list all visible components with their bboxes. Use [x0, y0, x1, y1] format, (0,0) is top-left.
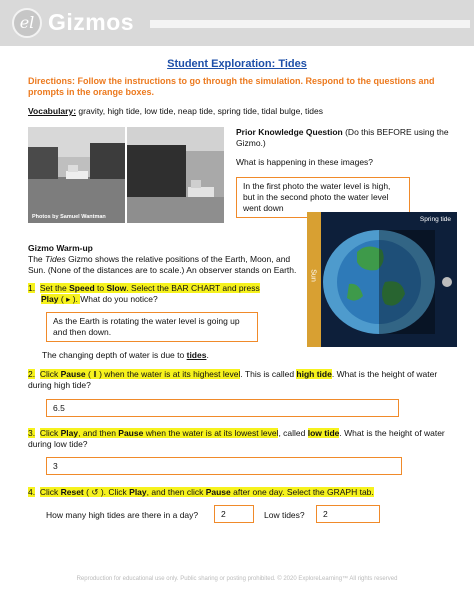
q1-g: (: [58, 294, 67, 305]
q4-a: Click: [39, 487, 61, 497]
q1-speed: Speed: [69, 283, 95, 293]
photo-caption: Photos by Samuel Wantman: [32, 214, 106, 220]
q4-pause: Pause: [205, 487, 231, 497]
warmup-text-italic: Tides: [45, 254, 66, 264]
q2-c: (: [85, 369, 94, 379]
prior-knowledge-answer-box[interactable]: In the first photo the water level is high, but in the second photo the water level went down: [236, 177, 410, 218]
harbor-photos: [28, 127, 224, 223]
question-1: [28, 283, 303, 305]
q2-f: . This is called: [240, 369, 297, 379]
warmup-title: Gizmo Warm-up: [28, 243, 93, 253]
q1-c: to: [94, 283, 107, 293]
prior-knowledge-heading: [236, 127, 456, 149]
warmup-text: [28, 254, 303, 275]
q1-follow-post: .: [206, 350, 209, 360]
q4-low-answer-box[interactable]: 2: [316, 505, 380, 523]
q4-reset: Reset: [60, 487, 84, 497]
q3-pause: Pause: [118, 428, 144, 438]
harbor-photos-drawing: [28, 127, 224, 223]
q1-answer-box[interactable]: As the Earth is rotating the water level is going up and then down.: [46, 312, 258, 342]
q3-low-tide: low tide: [307, 428, 340, 438]
prior-knowledge-note: (Do this BEFORE using the Gizmo.): [236, 127, 449, 149]
q4-number: 4.: [28, 487, 36, 497]
q3-play: Play: [60, 428, 79, 438]
footer-text: Reproduction for educational use only. Public sharing or posting prohibited. © 2020 ExploreLearning™ All rights reserved: [76, 576, 398, 582]
q2-e: ) when the water is at its highest level: [96, 369, 241, 379]
spring-tide-drawing: [307, 212, 457, 347]
question-2: [28, 369, 448, 391]
reset-icon: ↺: [91, 487, 99, 497]
q1-e: . Select the BAR CHART and press: [126, 283, 260, 293]
gizmos-logo-text: Gizmos: [48, 9, 135, 35]
q1-i: ).: [70, 294, 81, 305]
q2-a: Click: [39, 369, 61, 379]
q4-high-answer-box[interactable]: 2: [214, 505, 254, 523]
q3-number: 3.: [28, 428, 36, 438]
q4-high-label: How many high tides are there in a day?: [46, 510, 199, 520]
prior-knowledge-question: What is happening in these images?: [236, 157, 374, 167]
q2-question: . What is the height of water during high tide?: [28, 369, 438, 391]
q1-slow: Slow: [106, 283, 127, 293]
q1-number: 1.: [28, 283, 36, 293]
vocabulary-label: Vocabulary:: [28, 106, 77, 116]
q4-low-label: Low tides?: [264, 510, 305, 520]
q4-g: , and then click: [146, 487, 206, 497]
question-3: [28, 428, 448, 450]
q1-instruction: [40, 283, 260, 293]
sun-label: Sun: [309, 269, 317, 282]
header-stripe: [150, 20, 470, 28]
q1-question: What do you notice?: [80, 294, 158, 305]
pause-icon: ‖: [93, 369, 97, 379]
gizmos-logo-icon: el: [12, 8, 42, 38]
q1-follow-up: [42, 350, 209, 361]
q4-i: after one day. Select the GRAPH tab.: [230, 487, 374, 497]
warmup-text-pre: The: [28, 254, 46, 264]
q3-a: Click: [39, 428, 61, 438]
q4-play: Play: [129, 487, 147, 497]
q4-instruction: [40, 487, 374, 497]
q2-instruction: [40, 369, 241, 379]
q1-play: Play: [41, 294, 59, 305]
q3-f: , called: [278, 428, 308, 438]
vocabulary-line: [28, 106, 323, 116]
q3-question: . What is the height of water during low tide?: [28, 428, 445, 450]
q4-e: ). Click: [98, 487, 130, 497]
q4-c: (: [83, 487, 92, 497]
q1-follow-word: tides: [186, 350, 207, 360]
q2-pause: Pause: [60, 369, 86, 379]
page-title: Student Exploration: Tides: [167, 58, 307, 70]
vocabulary-terms: gravity, high tide, low tide, neap tide, spring tide, tidal bulge, tides: [76, 106, 323, 116]
question-4: [28, 487, 448, 498]
q2-high-tide: high tide: [296, 369, 332, 379]
prior-knowledge-title: Prior Knowledge Question: [236, 127, 343, 137]
q1-play-part: [41, 294, 80, 304]
spring-tide-image: [307, 212, 457, 347]
q3-c: , and then: [78, 428, 119, 438]
spring-tide-label: Spring tide: [419, 216, 451, 223]
q2-number: 2.: [28, 369, 36, 379]
directions-text: Directions: Follow the instructions to go through the simulation. Respond to the questions and prompts in the orange boxes.: [28, 76, 435, 98]
gizmos-header: [0, 0, 474, 46]
q2-answer-box[interactable]: 6.5: [46, 399, 399, 417]
play-icon: ▸: [66, 294, 71, 305]
warmup-text-post: Gizmo shows the relative positions of the Earth, Moon, and Sun. (None of the distances are to scale.) An observer stands on Earth.: [28, 254, 297, 275]
q3-answer-box[interactable]: 3: [46, 457, 402, 475]
q1-follow-pre: The changing depth of water is due to: [42, 350, 187, 360]
q3-instruction: [40, 428, 279, 438]
q1-a: Set the: [39, 283, 70, 293]
q3-e: when the water is at its lowest level: [143, 428, 279, 438]
